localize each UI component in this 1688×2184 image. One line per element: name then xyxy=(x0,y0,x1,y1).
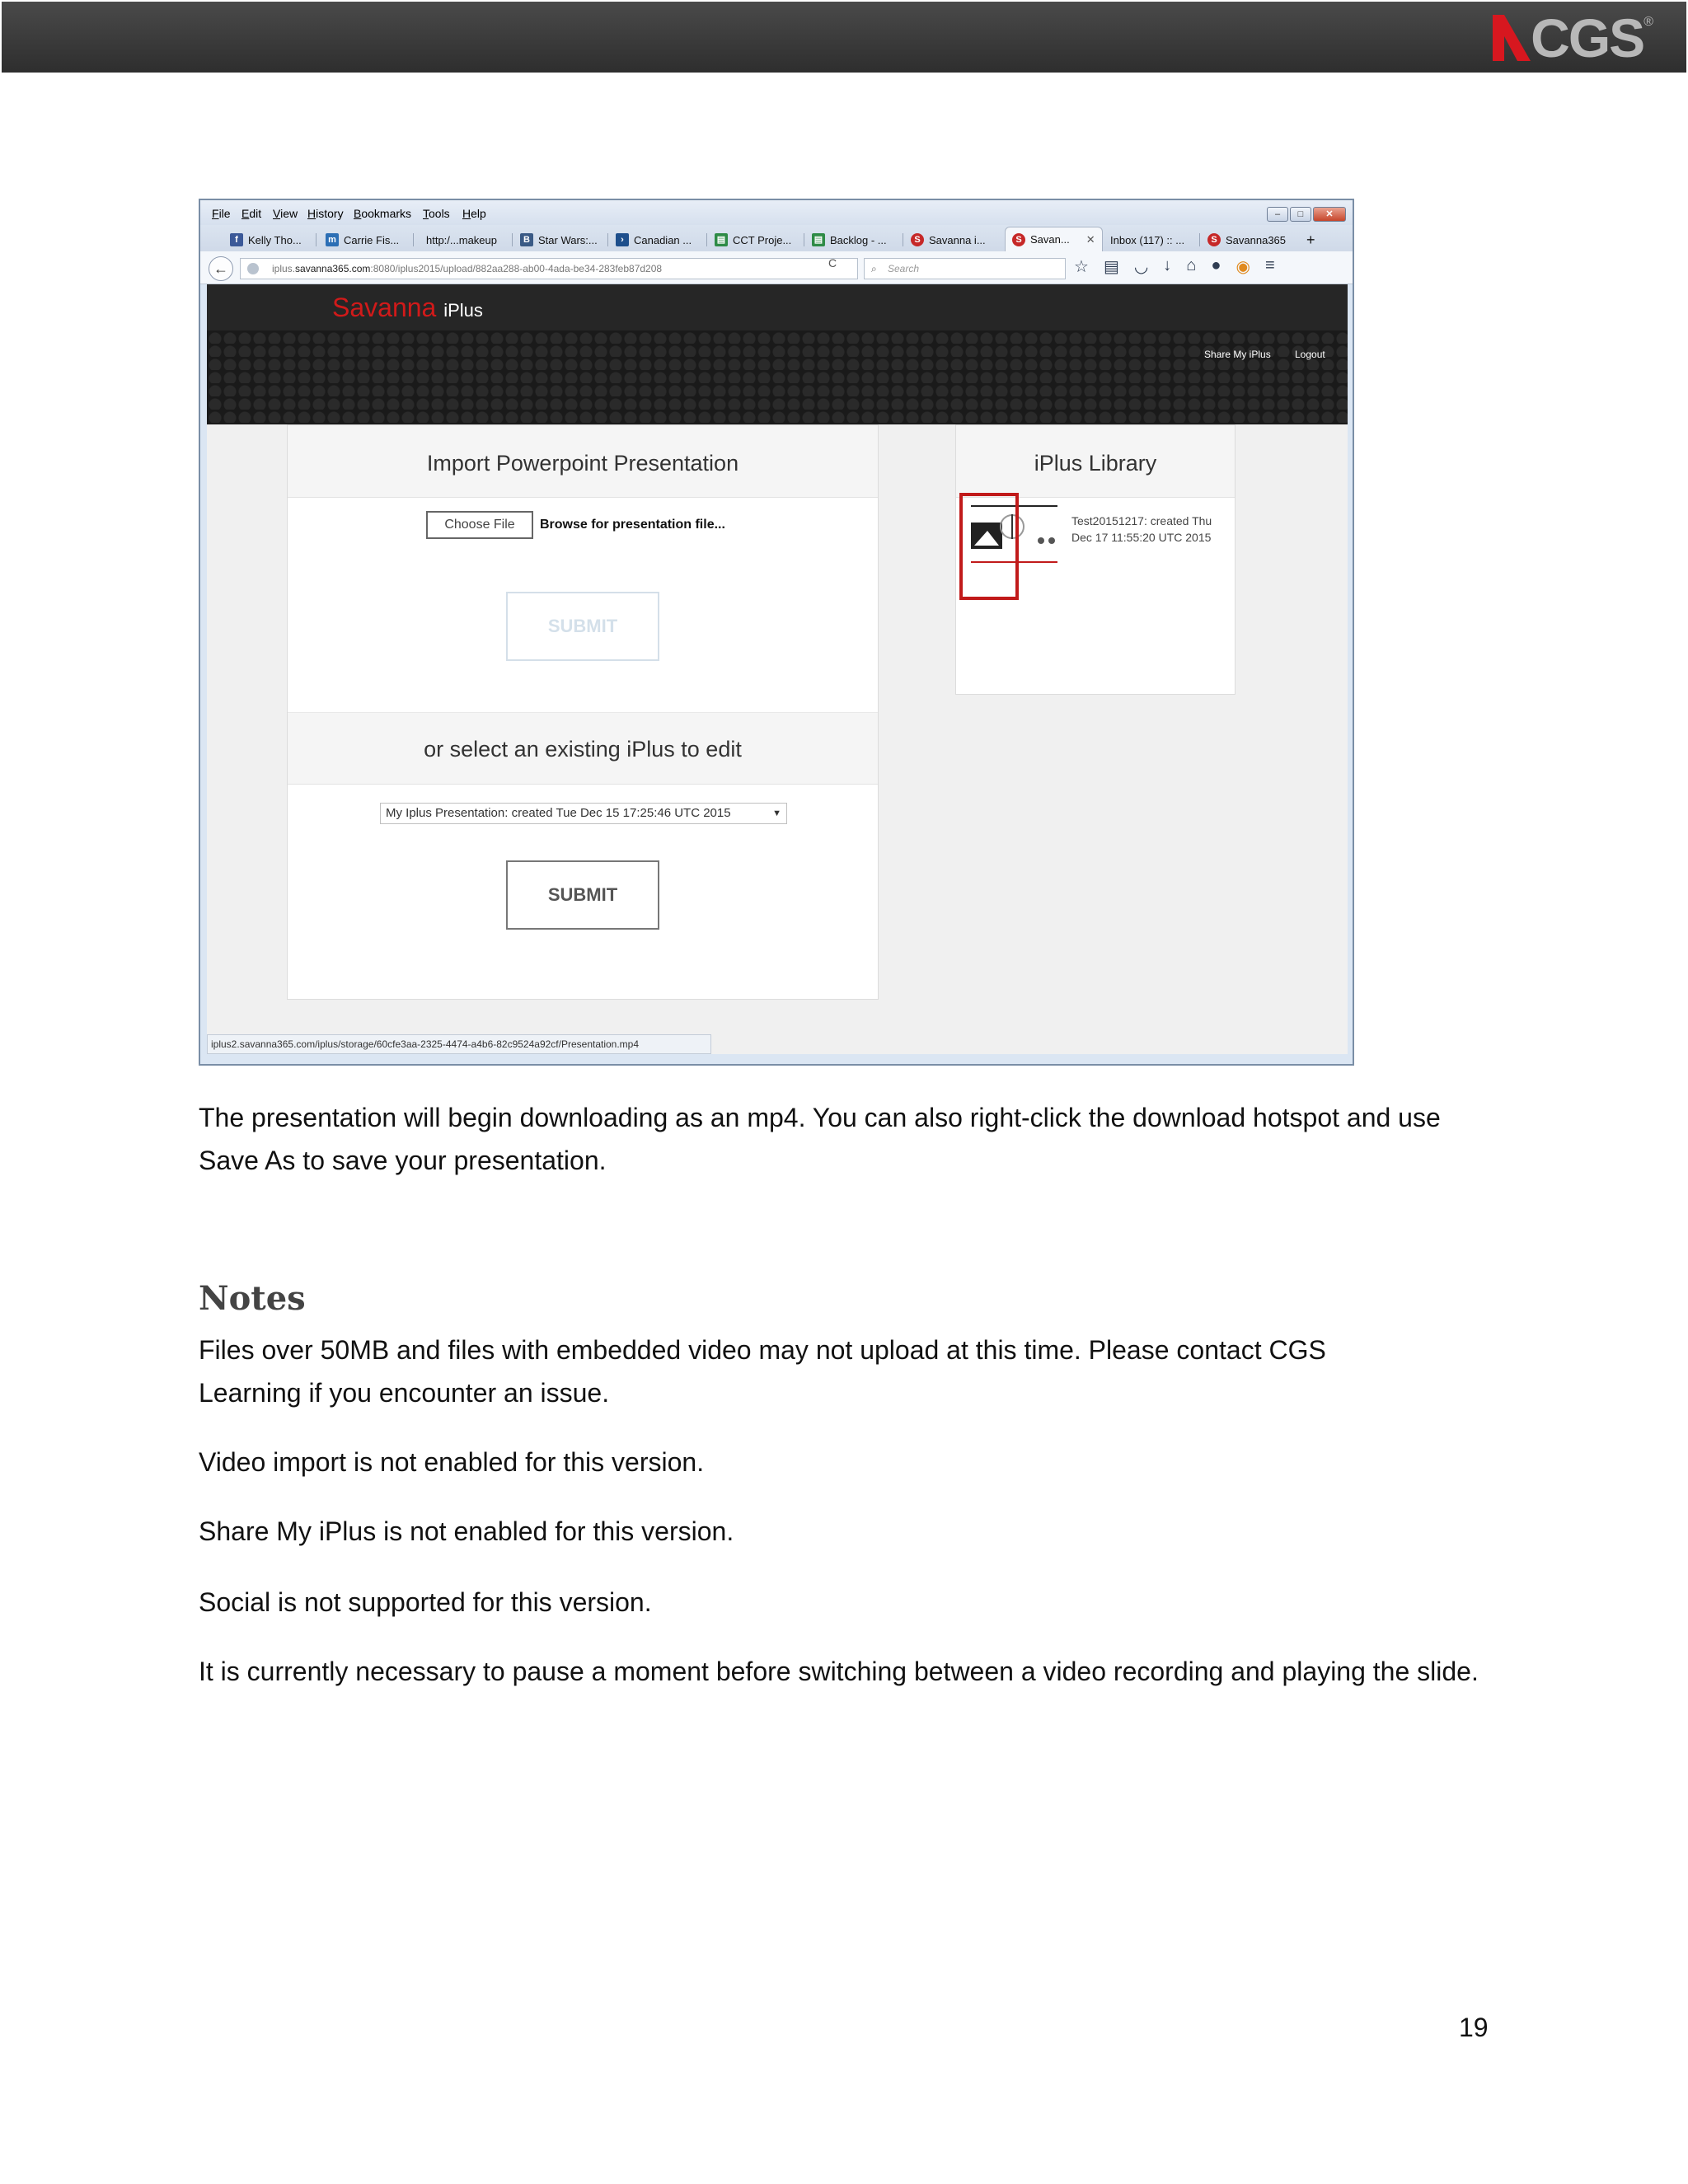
existing-selected-value: My Iplus Presentation: created Tue Dec 15 17:25:46 UTC 2015 xyxy=(386,806,731,820)
download-hotspot-highlight xyxy=(959,493,1019,600)
savanna-icon: S xyxy=(1012,233,1025,246)
menu-hamburger-icon[interactable]: ≡ xyxy=(1264,256,1275,274)
tab-label: Star Wars:... xyxy=(538,233,598,246)
app-banner xyxy=(207,330,1348,424)
url-host: savanna365.com xyxy=(295,263,371,274)
chevron-down-icon: ▼ xyxy=(772,808,781,818)
import-title: Import Powerpoint Presentation xyxy=(288,425,878,498)
tab-label: Savan... xyxy=(1030,233,1070,246)
tab-savanna365[interactable] xyxy=(1207,230,1286,250)
tab-savanna-active[interactable] xyxy=(1005,227,1103,251)
tab-label: Kelly Tho... xyxy=(248,233,302,246)
tab-separator xyxy=(607,233,608,246)
menu-help[interactable]: Help xyxy=(462,207,486,220)
library-panel xyxy=(955,424,1236,695)
file-picker xyxy=(426,511,725,539)
pocket-icon[interactable]: ◡ xyxy=(1133,258,1149,276)
tab-label: Carrie Fis... xyxy=(344,233,400,246)
toolbar-icons xyxy=(1074,256,1275,277)
reading-list-icon[interactable]: ▤ xyxy=(1103,258,1119,276)
download-icon[interactable]: ↓ xyxy=(1163,256,1172,274)
tab-label: CCT Proje... xyxy=(733,233,792,246)
extension-icon[interactable]: ◉ xyxy=(1236,258,1250,276)
menu-history[interactable]: History xyxy=(307,207,344,220)
share-my-iplus-link[interactable]: Share My iPlus xyxy=(1204,349,1271,360)
trello-icon: m xyxy=(326,233,339,246)
close-button[interactable]: ✕ xyxy=(1313,207,1346,222)
menu-tools[interactable]: Tools xyxy=(423,207,450,220)
library-item-label[interactable]: Test20151217: created Thu Dec 17 11:55:20 UTC 2015 xyxy=(1071,514,1212,544)
tab-carrie[interactable] xyxy=(326,230,399,250)
tab-close-icon[interactable]: ✕ xyxy=(1085,232,1095,246)
app-body xyxy=(207,424,1348,1034)
search-icon: ⌕ xyxy=(871,263,877,274)
tab-label: Inbox (117) :: ... xyxy=(1110,233,1185,246)
browser-navbar xyxy=(200,251,1353,284)
app-header xyxy=(207,284,1348,330)
reload-icon[interactable]: C xyxy=(828,256,837,269)
page-number: 19 xyxy=(1459,2013,1489,2042)
choose-file-button[interactable]: Choose File xyxy=(426,511,533,539)
bookmark-star-icon[interactable]: ☆ xyxy=(1074,258,1089,276)
new-tab-button[interactable]: + xyxy=(1306,231,1315,248)
tab-label: http:/...makeup xyxy=(426,233,497,246)
url-path: :8080/iplus2015/upload/882aa288-ab00-4ada-be34-283feb87d208 xyxy=(370,263,663,274)
menu-file[interactable]: File xyxy=(212,207,231,220)
tab-inbox[interactable] xyxy=(1110,230,1184,250)
search-input[interactable] xyxy=(864,258,1066,279)
menu-bookmarks[interactable]: Bookmarks xyxy=(354,207,412,220)
tab-label: Backlog - ... xyxy=(830,233,887,246)
tab-kelly[interactable] xyxy=(230,230,302,250)
existing-iplus-select[interactable] xyxy=(380,803,787,824)
chevron-icon: › xyxy=(616,233,629,246)
library-title: iPlus Library xyxy=(956,425,1235,498)
tab-label: Savanna i... xyxy=(929,233,986,246)
url-bar[interactable] xyxy=(240,258,858,279)
menu-edit[interactable]: Edit xyxy=(241,207,262,220)
sheet-icon: ▤ xyxy=(715,233,728,246)
note-paragraph-1: Files over 50MB and files with embedded video may not upload at this time. Please contact CGS Learning if you encounter an issue. xyxy=(199,1335,1326,1408)
cgs-logo-text: CGS xyxy=(1531,7,1644,68)
browse-label: Browse for presentation file... xyxy=(540,518,725,532)
tab-makeup[interactable] xyxy=(426,230,497,250)
note-paragraph-3: Share My iPlus is not enabled for this version. xyxy=(199,1516,734,1546)
menu-view[interactable]: View xyxy=(273,207,298,220)
note-paragraph-4: Social is not supported for this version. xyxy=(199,1587,652,1617)
tab-backlog[interactable] xyxy=(812,230,887,250)
cgs-logo xyxy=(1493,7,1653,68)
tab-separator xyxy=(706,233,707,246)
tab-label: Savanna365 xyxy=(1226,233,1287,246)
app-brand-suffix: iPlus xyxy=(443,300,483,321)
tab-label: Canadian ... xyxy=(634,233,692,246)
sheet-icon: ▤ xyxy=(812,233,825,246)
globe-icon xyxy=(247,263,259,274)
url-prefix: iplus. xyxy=(272,263,296,274)
tab-separator xyxy=(413,233,414,246)
browser-screenshot xyxy=(199,199,1354,1066)
browser-tabbar xyxy=(200,225,1353,251)
home-icon[interactable]: ⌂ xyxy=(1186,256,1197,274)
savanna-icon: S xyxy=(911,233,924,246)
back-arrow-icon[interactable]: ← xyxy=(209,256,233,281)
page-header xyxy=(2,2,1686,73)
browser-menubar xyxy=(200,200,1353,225)
intro-paragraph: The presentation will begin downloading as an mp4. You can also right-click the download hotspot and use Save As to save your presentation. xyxy=(199,1103,1441,1175)
existing-title: or select an existing iPlus to edit xyxy=(288,712,878,785)
search-placeholder: Search xyxy=(888,263,920,274)
tab-canadian[interactable] xyxy=(616,230,692,250)
app-brand[interactable] xyxy=(332,293,483,323)
tab-separator xyxy=(512,233,513,246)
import-submit-button[interactable]: SUBMIT xyxy=(506,592,659,661)
maximize-button[interactable]: □ xyxy=(1290,207,1311,222)
note-paragraph-2: Video import is not enabled for this version. xyxy=(199,1447,705,1477)
cgs-logo-reg: ® xyxy=(1643,15,1653,29)
tab-cct[interactable] xyxy=(715,230,791,250)
status-bar: iplus2.savanna365.com/iplus/storage/60cfe3aa-2325-4474-a4b6-82c9524a92cf/Presentation.mp4 xyxy=(207,1034,711,1054)
cgs-logo-mark-icon xyxy=(1493,15,1531,61)
tab-savanna-1[interactable] xyxy=(911,230,986,250)
facebook-icon: f xyxy=(230,233,243,246)
import-panel xyxy=(287,424,879,1000)
chat-icon[interactable]: ● xyxy=(1211,256,1221,274)
notes-heading: Notes xyxy=(199,1279,306,1318)
tab-separator xyxy=(1199,233,1200,246)
tab-starwars[interactable] xyxy=(520,230,598,250)
logout-link[interactable]: Logout xyxy=(1295,349,1325,360)
window-controls xyxy=(1267,207,1346,222)
note-paragraph-5: It is currently necessary to pause a moment before switching between a video recording and playing the slide. xyxy=(199,1657,1479,1686)
app-brand-name: Savanna xyxy=(332,293,437,322)
edit-submit-button[interactable]: SUBMIT xyxy=(506,860,659,930)
status-bar-filler xyxy=(711,1034,1348,1054)
starwars-icon: B xyxy=(520,233,533,246)
savanna-icon: S xyxy=(1207,233,1221,246)
minimize-button[interactable]: – xyxy=(1267,207,1288,222)
